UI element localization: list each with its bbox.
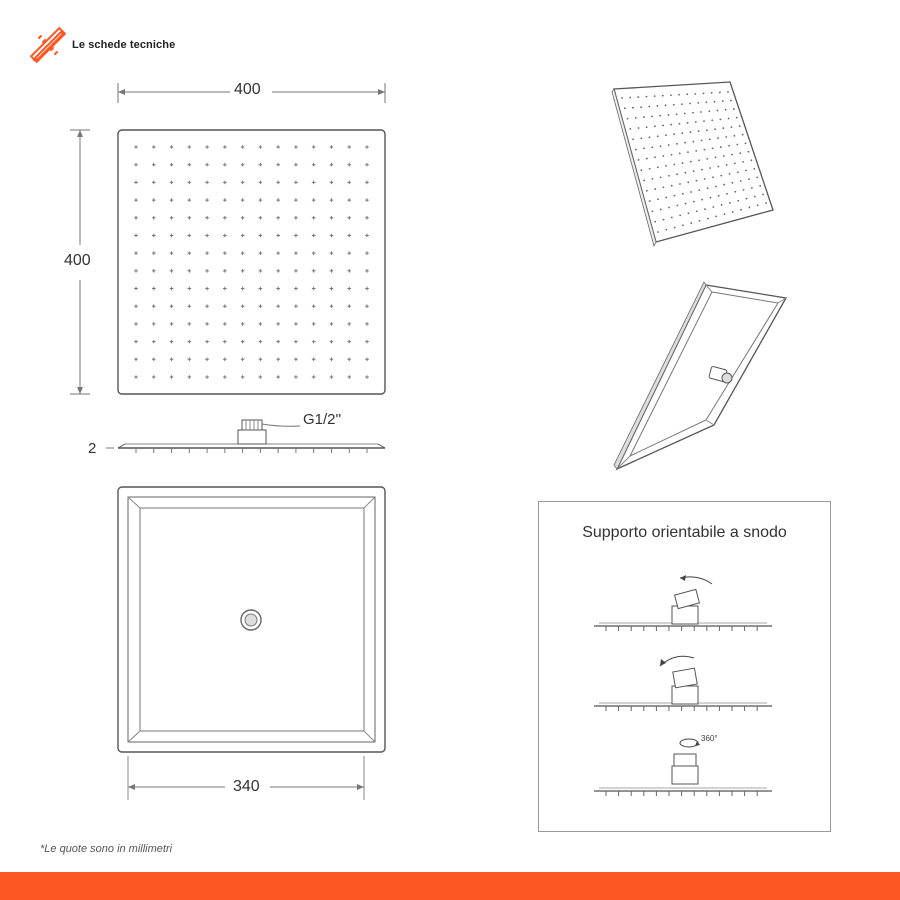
height-dimension-label: 400 bbox=[60, 252, 95, 270]
units-footnote: *Le quote sono in millimetri bbox=[40, 843, 173, 855]
footer-bar bbox=[0, 872, 900, 900]
inner-width-dimension-label: 340 bbox=[229, 778, 264, 796]
width-dimension-label: 400 bbox=[230, 81, 265, 99]
rotation-degree-label: 360° bbox=[701, 734, 718, 743]
joint-panel-title: Supporto orientabile a snodo bbox=[582, 524, 787, 541]
joint-stage-plate bbox=[594, 788, 772, 796]
thickness-label: 2 bbox=[88, 440, 97, 457]
thread-size-label: G1/2'' bbox=[303, 411, 342, 428]
brand-label: Le schede tecniche bbox=[72, 39, 176, 51]
